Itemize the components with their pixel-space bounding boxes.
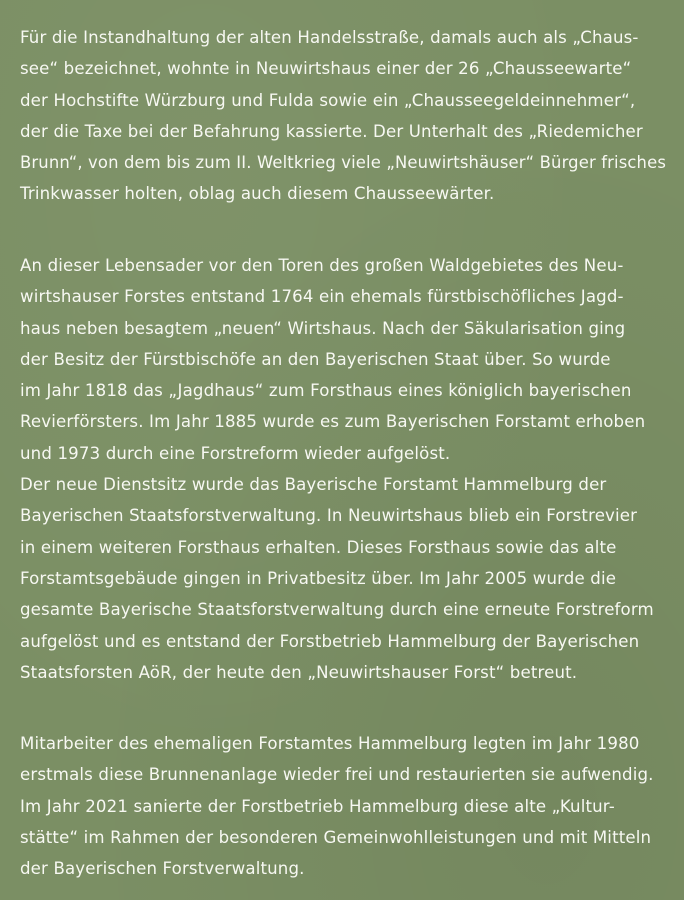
text-line: im Jahr 1818 das „Jagdhaus“ zum Forsthaus eines königlich bayerischen [20, 381, 632, 401]
text-line: haus neben besagtem „neuen“ Wirtshaus. Nach der Säkularisation ging [20, 318, 626, 338]
text-line: und 1973 durch eine Forstreform wieder aufgelöst. [20, 443, 451, 463]
text-line: aufgelöst und es entstand der Forstbetrieb Hammelburg der Bayerischen [20, 631, 640, 651]
text-line: Der neue Dienstsitz wurde das Bayerische Forstamt Hammelburg der [20, 475, 607, 495]
text-line: der Besitz der Fürstbischöfe an den Bayerischen Staat über. So wurde [20, 349, 611, 369]
text-line: Brunn“, von dem bis zum II. Weltkrieg viele „Neuwirtshäuser“ Bürger frisches [20, 153, 667, 173]
paragraph-chausseewaerter [20, 22, 666, 210]
text-line: Trinkwasser holten, oblag auch diesem Chausseewärter. [20, 184, 495, 204]
text-line: see“ bezeichnet, wohnte in Neuwirtshaus einer der 26 „Chausseewarte“ [20, 59, 632, 79]
paragraph-restoration [20, 728, 666, 884]
paragraph-forsthaus-history [20, 250, 666, 688]
text-line: stätte“ im Rahmen der besonderen Gemeinwohlleistungen und mit Mitteln [20, 827, 652, 847]
text-line: der Bayerischen Forstverwaltung. [20, 859, 305, 879]
text-line: erstmals diese Brunnenanlage wieder frei und restaurierten sie aufwendig. [20, 765, 654, 785]
text-line: in einem weiteren Forsthaus erhalten. Dieses Forsthaus sowie das alte [20, 537, 617, 557]
text-line: Staatsforsten AöR, der heute den „Neuwirtshauser Forst“ betreut. [20, 662, 578, 682]
text-line: der die Taxe bei der Befahrung kassierte. Der Unterhalt des „Riedemicher [20, 121, 643, 141]
text-line: Für die Instandhaltung der alten Handelsstraße, damals auch als „Chaus- [20, 28, 639, 47]
text-line: Mitarbeiter des ehemaligen Forstamtes Hammelburg legten im Jahr 1980 [20, 734, 640, 753]
text-line: Im Jahr 2021 sanierte der Forstbetrieb Hammelburg diese alte „Kultur- [20, 796, 615, 816]
text-line: wirtshauser Forstes entstand 1764 ein ehemals fürstbischöfliches Jagd- [20, 287, 624, 307]
text-line: der Hochstifte Würzburg und Fulda sowie ein „Chausseegeldeinnehmer“, [20, 90, 636, 110]
text-line: Revierförsters. Im Jahr 1885 wurde es zum Bayerischen Forstamt erhoben [20, 412, 646, 432]
text-line: Forstamtsgebäude gingen in Privatbesitz über. Im Jahr 2005 wurde die [20, 568, 617, 588]
text-line: An dieser Lebensader vor den Toren des großen Waldgebietes des Neu- [20, 256, 624, 275]
text-line: gesamte Bayerische Staatsforstverwaltung durch eine erneute Forstreform [20, 600, 654, 620]
text-line: Bayerischen Staatsforstverwaltung. In Neuwirtshaus blieb ein Forstrevier [20, 506, 638, 526]
